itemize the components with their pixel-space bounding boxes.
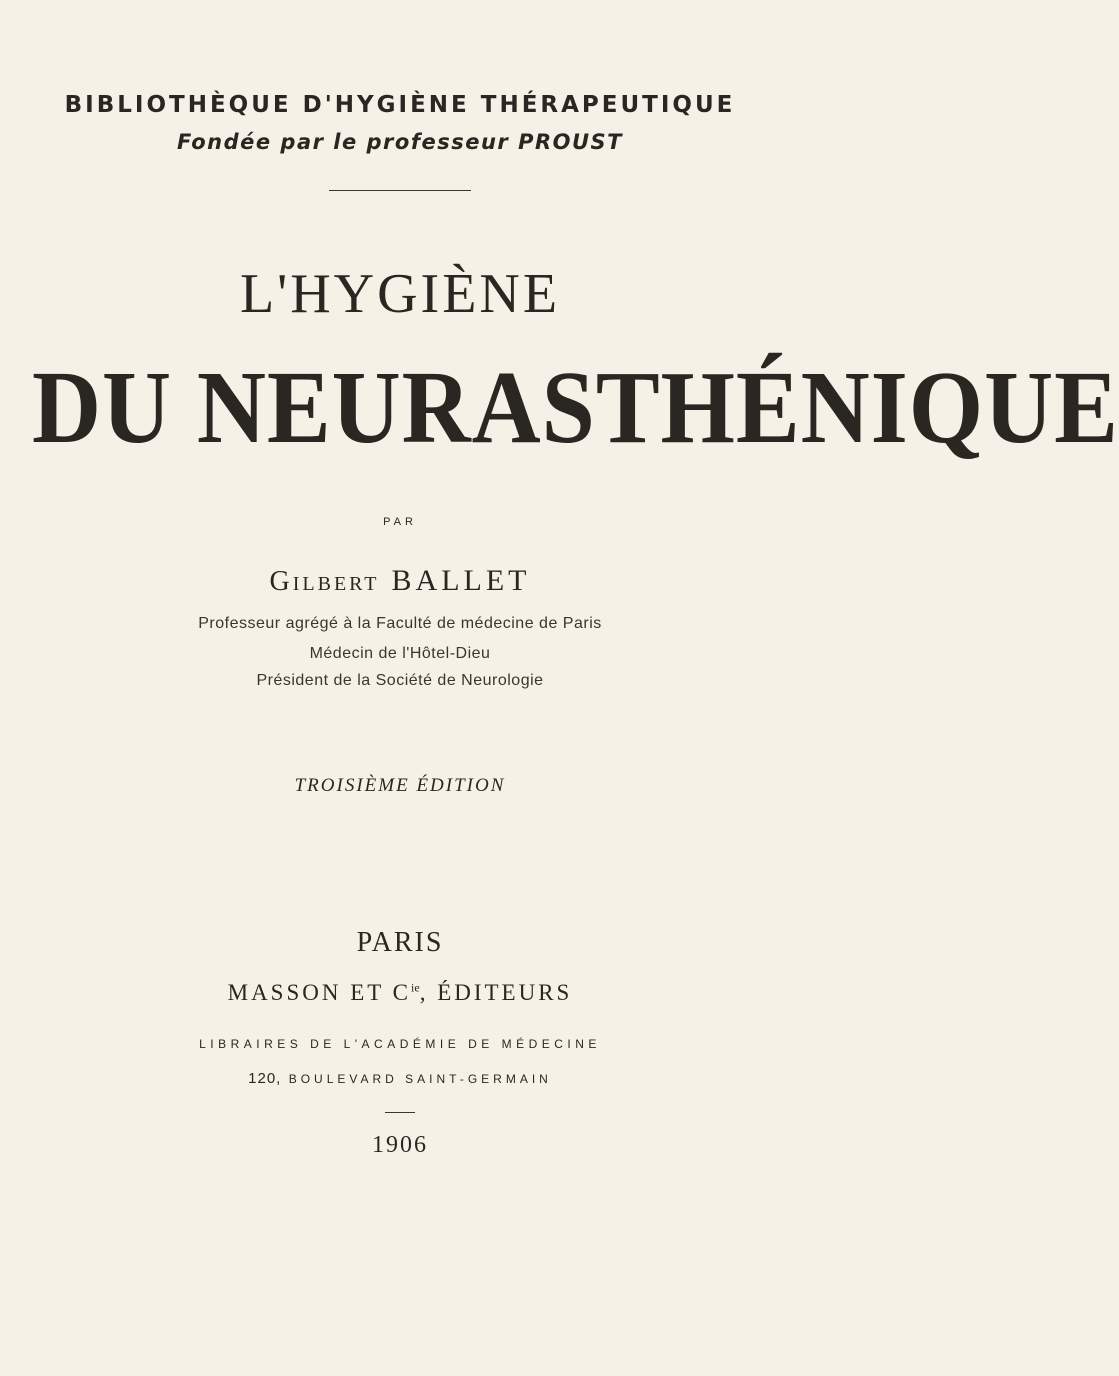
by-label: PAR (383, 516, 417, 528)
short-rule (385, 1112, 415, 1113)
author-credential: Médecin de l'Hôtel-Dieu (309, 645, 491, 662)
address-street: BOULEVARD SAINT-GERMAIN (288, 1072, 552, 1086)
publisher-sup: ie (411, 980, 420, 995)
book-title-line2: DU NEURASTHÉNIQUE (32, 350, 1119, 465)
divider-rule (329, 190, 471, 191)
author-credential: Professeur agrégé à la Faculté de médecine de Paris (198, 615, 602, 632)
publisher-suffix: , ÉDITEURS (419, 980, 573, 1005)
author-name (0, 564, 800, 598)
publisher-name: MASSON ET C (227, 980, 412, 1005)
edition: TROISIÈME ÉDITION (294, 775, 506, 796)
author-last-name: BALLET (391, 564, 531, 597)
imprint-city: PARIS (356, 927, 444, 958)
book-title-line1: L'HYGIÈNE (239, 263, 561, 325)
address-number: 120, (248, 1070, 282, 1087)
series-title: BIBLIOTHÈQUE D'HYGIÈNE THÉRAPEUTIQUE (64, 92, 736, 118)
founded-by: Fondée par le professeur PROUST (176, 130, 623, 154)
publication-year: 1906 (372, 1132, 428, 1158)
publisher (0, 980, 800, 1006)
author-first-name: Gilbert (269, 566, 380, 597)
author-credential: Président de la Société de Neurologie (256, 672, 544, 689)
publisher-address (0, 1070, 800, 1087)
publisher-affiliation: LIBRAIRES DE L'ACADÉMIE DE MÉDECINE (199, 1037, 601, 1051)
